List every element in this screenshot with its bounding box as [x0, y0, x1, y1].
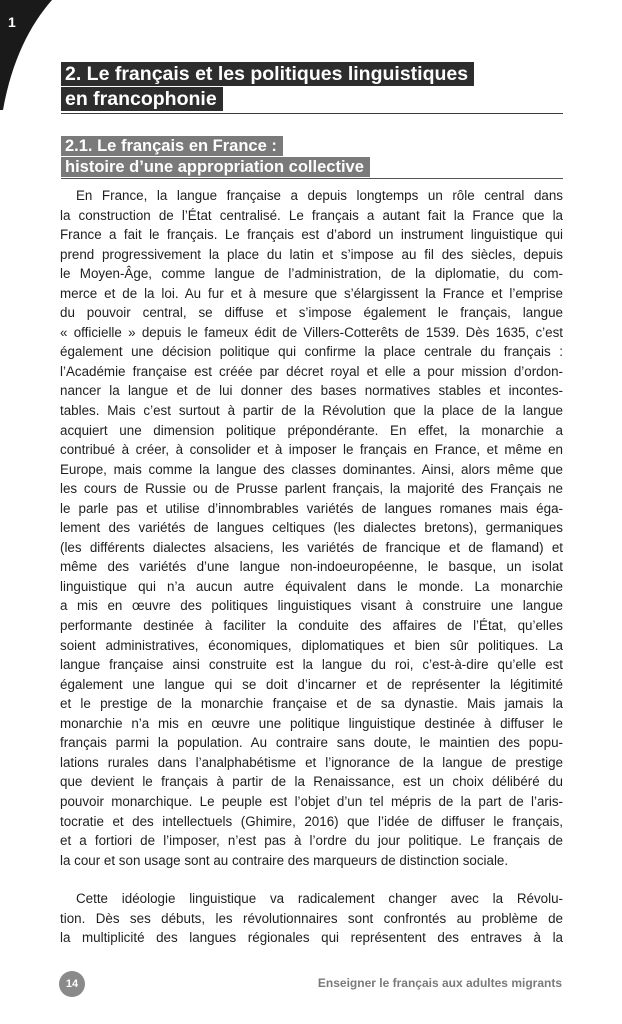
text-line: et le prestige de la monarchie française et de sa dynastie. Mais jamais la	[60, 696, 563, 712]
text-line: que devient le français à partir de la Renaissance, est un choix délibéré du	[60, 774, 563, 790]
body-text	[60, 186, 563, 948]
text-line: a mis en œuvre des politiques linguistiques visant à construire une langue	[60, 598, 563, 614]
text-line: l’Académie française est créée par décret royal et elle a pour mission d’ordon-	[60, 363, 563, 379]
section-heading-line-1: 2. Le français et les politiques linguistiques	[61, 62, 474, 86]
text-line: lement des variétés de langues celtiques (les dialectes bretons), germaniques	[60, 520, 563, 536]
text-line: France a fait le français. Le français est d’abord un instrument linguistique qui	[60, 227, 563, 243]
text-line: En France, la langue française a depuis longtemps un rôle central dans	[76, 188, 563, 203]
section-heading-line-2: en francophonie	[61, 87, 223, 111]
running-footer-title: Enseigner le français aux adultes migrants	[317, 976, 562, 990]
text-line: également une décision politique qui confirme la place centrale du français :	[60, 344, 563, 360]
text-line: pouvoir monarchique. Le peuple est l’objet d’un tel mépris de la part de l’aris-	[60, 793, 563, 809]
text-line: du pouvoir central, se diffuse et s’impose également le français, langue	[60, 305, 563, 321]
page-number: 14	[59, 971, 85, 997]
text-line: tion. Dès ses débuts, les révolutionnaires sont confrontés au problème de	[60, 910, 563, 926]
text-line: Cette idéologie linguistique va radicalement changer avec la Révolu-	[76, 891, 563, 907]
text-line: contribué à créer, à consolider et à imposer le français en France, et même en	[60, 442, 563, 458]
text-line: lations rurales dans l’analphabétisme et l’ignorance de la langue de prestige	[60, 754, 563, 770]
text-line: les cours de Russie ou de Prusse parlent français, la majorité des Français ne	[60, 481, 563, 497]
text-line: soient administratives, économiques, diplomatiques et bien sûr politiques. La	[60, 637, 563, 653]
text-line: également une langue qui se doit d’incarner et de représenter la légitimité	[60, 676, 563, 692]
chapter-number: 1	[8, 14, 16, 30]
text-line: tocratie et des intellectuels (Ghimire, 2016) que l’idée de diffuser le français,	[60, 813, 563, 829]
section-heading	[61, 62, 563, 114]
text-line: linguistique qui n’a aucun autre équivalent dans le monde. La monarchie	[60, 578, 563, 594]
text-line: Europe, mais comme la langue des classes dominantes. Ainsi, alors même que	[60, 461, 563, 477]
text-line: le Moyen-Âge, comme langue de l’administration, de la diplomatie, du com-	[60, 266, 563, 282]
text-line: prend progressivement la place du latin et s’impose au fil des siècles, depuis	[60, 246, 563, 262]
text-line: langue française ainsi construite est la langue du roi, c’est-à-dire qu’elle est	[60, 657, 563, 673]
paragraph-1	[60, 186, 563, 870]
text-line: même des variétés d’une langue non-indoeuropéenne, le basque, un isolat	[60, 559, 563, 575]
text-line: le parle pas et utilise d’innombrables variétés de langues romanes mais éga-	[60, 500, 563, 516]
text-line: « officielle » depuis le fameux édit de Villers-Cotterêts de 1539. Dès 1635, c’est	[60, 324, 563, 340]
text-line: la construction de l’État centralisé. Le français a autant fait la France que la	[60, 207, 563, 223]
subsection-heading-line-1: 2.1. Le français en France :	[61, 136, 283, 156]
text-line: la cour et son usage sont au contraire des marqueurs de distinction sociale.	[60, 852, 509, 868]
text-line: (les différents dialectes alsaciens, les variétés de francique et de flamand) et	[60, 539, 563, 555]
text-line: merce et de la loi. Au fur et à mesure que s’élargissent la France et l’emprise	[60, 285, 563, 301]
text-line: la multiplicité des langues régionales qui représentent des entraves à la	[60, 930, 563, 946]
text-line: tables. Mais c’est surtout à partir de la Révolution que la place de la langue	[60, 403, 563, 419]
text-line: français parmi la population. Au contraire sans doute, le maintien des popu-	[60, 735, 563, 751]
paragraph-2	[60, 889, 563, 948]
text-line: acquiert une dimension politique prépondérante. En effet, la monarchie a	[60, 422, 563, 438]
subsection-heading	[61, 136, 563, 179]
text-line: nancer la langue et de lui donner des bases normatives stables et incontes-	[60, 383, 563, 399]
text-line: monarchie n’a mis en œuvre une politique linguistique destinée à diffuser le	[60, 715, 563, 731]
subsection-heading-line-2: histoire d’une appropriation collective	[61, 157, 370, 177]
text-line: et a fortiori de l’imposer, n’est pas à l’ordre du jour politique. Le français de	[60, 833, 563, 849]
text-line: performante destinée à faciliter la conduite des affaires de l’État, qu’elles	[60, 618, 563, 634]
